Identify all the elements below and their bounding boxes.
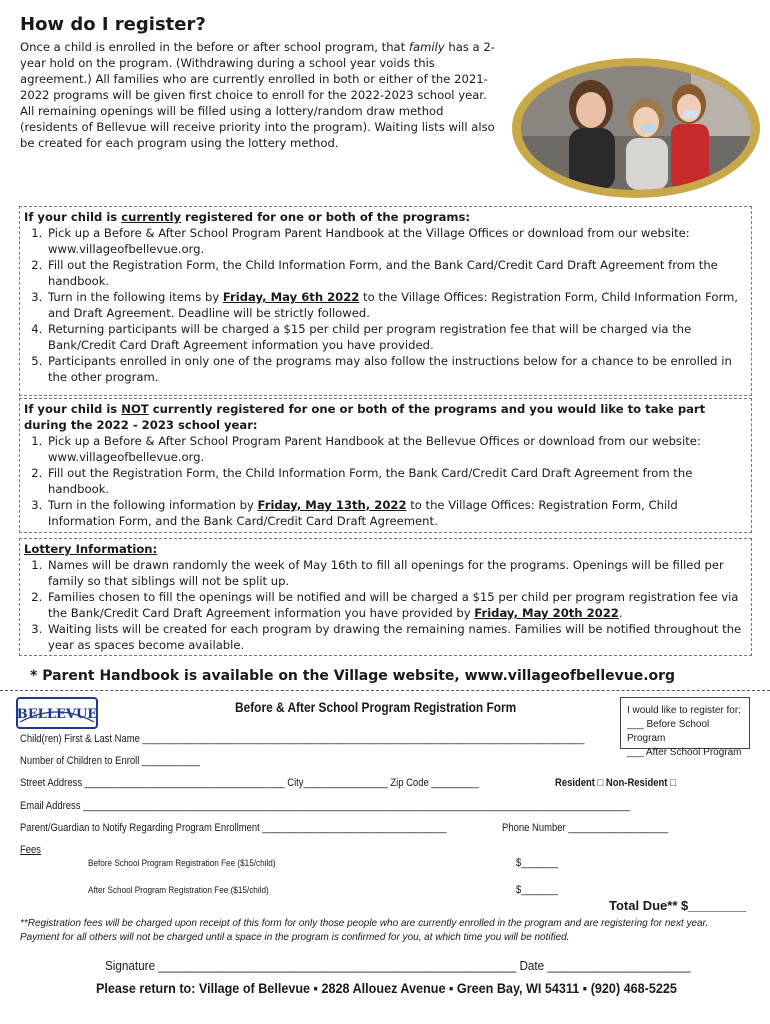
page-title: How do I register? bbox=[20, 14, 206, 35]
list-item: 5. Participants enrolled in only one of the programs may also follow the instructions below for a chance to be enrolled in the other program. bbox=[46, 353, 747, 385]
before-fee-field[interactable]: $_______ bbox=[516, 857, 559, 869]
after-fee-label: After School Program Registration Fee ($15/child) bbox=[88, 885, 269, 896]
children-photo bbox=[512, 58, 760, 198]
list-item: 1. Pick up a Before & After School Program Parent Handbook at the Bellevue Offices or download from our website: www.villageofbellevue.org. bbox=[46, 433, 747, 465]
intro-paragraph: Once a child is enrolled in the before or after school program, that family has a 2-year hold on the program. (Withdrawing during a school year voids this agreement.) All families who are currently enrolled in both or either of the 2021-2022 programs will be given first choice to enroll for the 2022-2023 school year. All remaining openings will be filled using a lottery/random draw method (residents of Bellevue will receive priority into the program). Waiting lists will also be created for each program using the lottery method. bbox=[20, 40, 495, 150]
fee-note: **Registration fees will be charged upon receipt of this form for only those people who are currently enrolled in the program and are registering for next year. Payment for all others will not be charged until a space in the program is confirmed for you, at which time you will be notified. bbox=[20, 917, 709, 943]
list-item: 3. Turn in the following information by Friday, May 13th, 2022 to the Village Offices: Registration Form, Child Information Form, and the Bank Card/Credit Card Draft Agreement. bbox=[46, 497, 747, 529]
parent-guardian-field[interactable]: Parent/Guardian to Notify Regarding Program Enrollment ___________________________________ bbox=[20, 822, 447, 834]
logo-text: BELLEVUE bbox=[16, 707, 98, 722]
total-due-field[interactable]: Total Due** $________ bbox=[609, 898, 747, 913]
section-not-registered bbox=[19, 398, 752, 533]
resident-checkboxes[interactable]: Resident □ Non-Resident □ bbox=[555, 777, 676, 789]
phone-field[interactable]: Phone Number ___________________ bbox=[502, 822, 669, 834]
street-address-field[interactable]: Street Address ______________________________________ City________________ Zip Code _________ bbox=[20, 777, 479, 789]
fees-label: Fees bbox=[20, 844, 42, 856]
signature-date-field[interactable]: Signature _______________________________________________________ Date ______________________ bbox=[105, 958, 691, 973]
after-fee-field[interactable]: $_______ bbox=[516, 884, 559, 896]
section3-heading: Lottery Information: bbox=[24, 542, 158, 556]
register-for-box bbox=[620, 697, 750, 758]
list-item: 3. Waiting lists will be created for each program by drawing the remaining names. Families will be notified throughout the year as spaces become available. bbox=[46, 621, 747, 653]
handbook-note: * Parent Handbook is available on the Village website, www.villageofbellevue.org bbox=[30, 668, 676, 684]
num-children-field[interactable]: Number of Children to Enroll ___________ bbox=[20, 755, 200, 767]
list-item: 2. Fill out the Registration Form, the Child Information Form, the Bank Card/Credit Card Draft Agreement from the handbook. bbox=[46, 465, 747, 497]
before-school-option[interactable]: ___ Before School Program bbox=[627, 719, 710, 744]
return-address: Please return to: Village of Bellevue ▪ 2828 Allouez Avenue ▪ Green Bay, WI 54311 ▪ (920) 468-5225 bbox=[96, 980, 677, 996]
cut-line bbox=[0, 690, 770, 691]
children-name-field[interactable]: Child(ren) First & Last Name ____________________________________________________________________________________ bbox=[20, 733, 585, 745]
list-item: 2. Families chosen to fill the openings will be notified and will be charged a $15 per child per program registration fee via the Bank/Credit Card Draft Agreement information you have provided by Friday, May 20th 2022. bbox=[46, 589, 747, 621]
register-for-label: I would like to register for: bbox=[627, 705, 741, 716]
email-field[interactable]: Email Address ________________________________________________________________________________________________________ bbox=[20, 800, 631, 812]
before-fee-label: Before School Program Registration Fee ($15/child) bbox=[88, 858, 276, 869]
list-item: 2. Fill out the Registration Form, the Child Information Form, and the Bank Card/Credit Card Draft Agreement from the handbook. bbox=[46, 257, 747, 289]
section-currently-registered bbox=[19, 206, 752, 396]
section-lottery bbox=[19, 538, 752, 656]
list-item: 1. Pick up a Before & After School Program Parent Handbook at the Village Offices or download from our website: www.villageofbellevue.org. bbox=[46, 225, 747, 257]
form-title: Before & After School Program Registration Form bbox=[235, 699, 517, 715]
bellevue-logo bbox=[16, 696, 98, 730]
section1-heading: If your child is currently registered for one or both of the programs: bbox=[24, 210, 471, 224]
list-item: 4. Returning participants will be charged a $15 per child per program registration fee that will be charged via the Bank/Credit Card Draft Agreement information you have provided. bbox=[46, 321, 747, 353]
after-school-option[interactable]: ___ After School Program bbox=[627, 747, 742, 758]
list-item: 1. Names will be drawn randomly the week of May 16th to fill all openings for the programs. Openings will be filled per family so that siblings will not be split up. bbox=[46, 557, 747, 589]
children-photo-image bbox=[521, 66, 751, 190]
list-item: 3. Turn in the following items by Friday, May 6th 2022 to the Village Offices: Registration Form, Child Information Form, and Draft Agreement. Deadline will be strictly followed. bbox=[46, 289, 747, 321]
section2-heading: If your child is NOT currently registered for one or both of the programs and you would like to take part during the 2022 - 2023 school year: bbox=[24, 402, 706, 432]
